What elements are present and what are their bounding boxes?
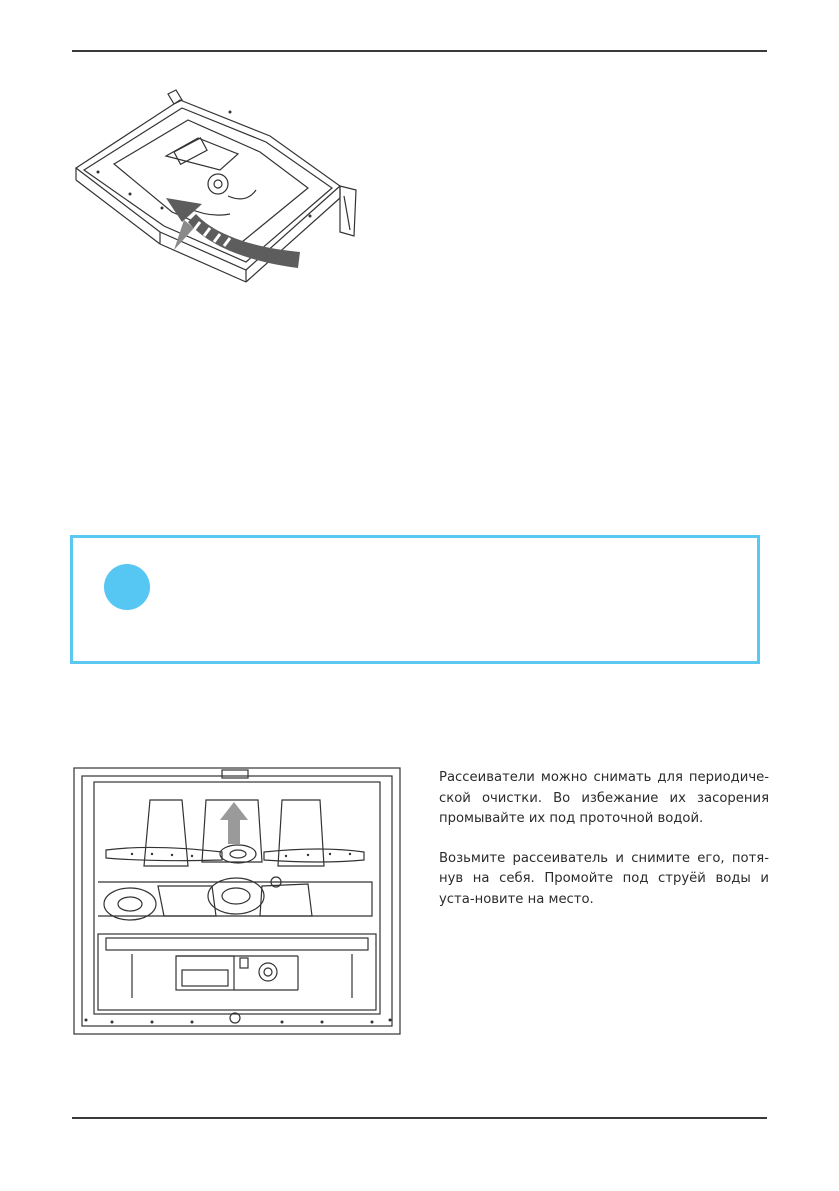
info-circle-icon	[104, 564, 150, 610]
notice-box	[70, 535, 760, 664]
dishwasher-interior-illustration	[72, 766, 402, 1036]
spray-arm-removal-illustration	[70, 86, 370, 286]
instructions-text	[439, 768, 769, 929]
paragraph-removal: Возьмите рассеиватель и снимите его, потя-нув на себя. Промойте под струёй воды и уста-новите на место.	[439, 850, 769, 907]
header-rule	[72, 50, 767, 52]
footer-rule	[72, 1117, 767, 1119]
arrow-up-icon	[220, 802, 248, 844]
paragraph-cleaning: Рассеиватели можно снимать для периодиче-ской очистки. Во избежание их засорения промывайте их под проточной водой.	[439, 770, 769, 826]
